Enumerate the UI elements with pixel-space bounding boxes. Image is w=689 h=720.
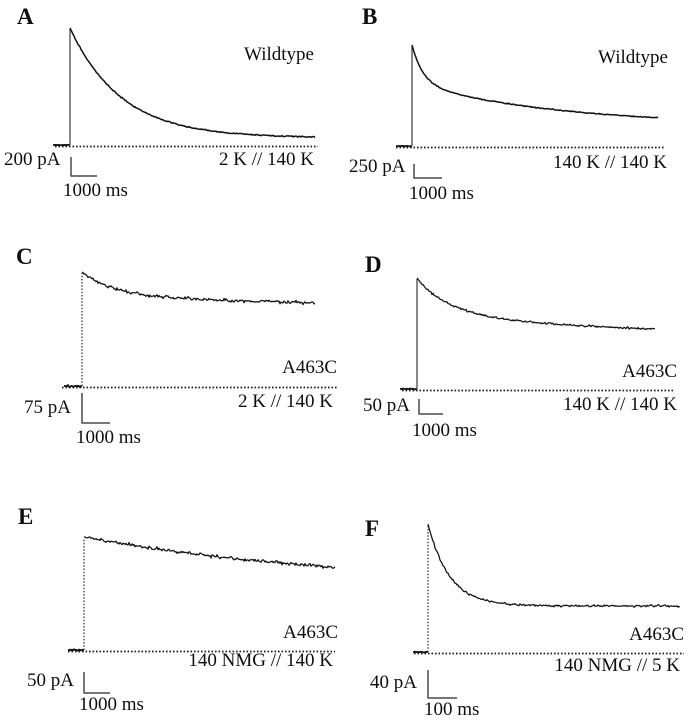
panel-d-time-scale-label: 1000 ms [412,420,477,441]
panel-a-current-scale-label: 200 pA [4,149,61,170]
panel-c-label: C [16,244,34,269]
panel-b-time-scale-label: 1000 ms [409,183,474,204]
panel-a-label: A [17,4,35,29]
panel-b-genotype: Wildtype [598,47,668,68]
panel-a-time-scale-label: 1000 ms [63,180,128,201]
panel-e-label: E [18,504,34,529]
panel-e-current-scale-label: 50 pA [27,670,74,691]
panel-f-current-scale-label: 40 pA [370,672,417,693]
panel-b-condition: 140 K // 140 K [553,152,667,173]
panel-b-current-scale-label: 250 pA [349,156,406,177]
panel-c-current-scale-label: 75 pA [24,397,71,418]
panel-d-condition: 140 K // 140 K [563,394,677,415]
panel-c-condition: 2 K // 140 K [238,391,333,412]
panel-f-condition: 140 NMG // 5 K [554,655,680,676]
panel-d-genotype: A463C [622,361,677,382]
panel-d-label: D [365,252,383,277]
panel-a-genotype: Wildtype [244,44,314,65]
panel-e-condition: 140 NMG // 140 K [188,650,333,671]
panel-d-current-scale-label: 50 pA [363,395,410,416]
panel-c-genotype: A463C [282,357,337,378]
panel-f-time-scale-label: 100 ms [424,699,480,720]
panel-b-label: B [362,4,378,29]
panel-f-label: F [365,516,380,541]
panel-c-time-scale-label: 1000 ms [76,427,141,448]
panel-f-genotype: A463C [629,624,684,645]
panel-e-time-scale-label: 1000 ms [79,694,144,715]
panel-a-condition: 2 K // 140 K [219,149,314,170]
panel-e-genotype: A463C [283,622,338,643]
